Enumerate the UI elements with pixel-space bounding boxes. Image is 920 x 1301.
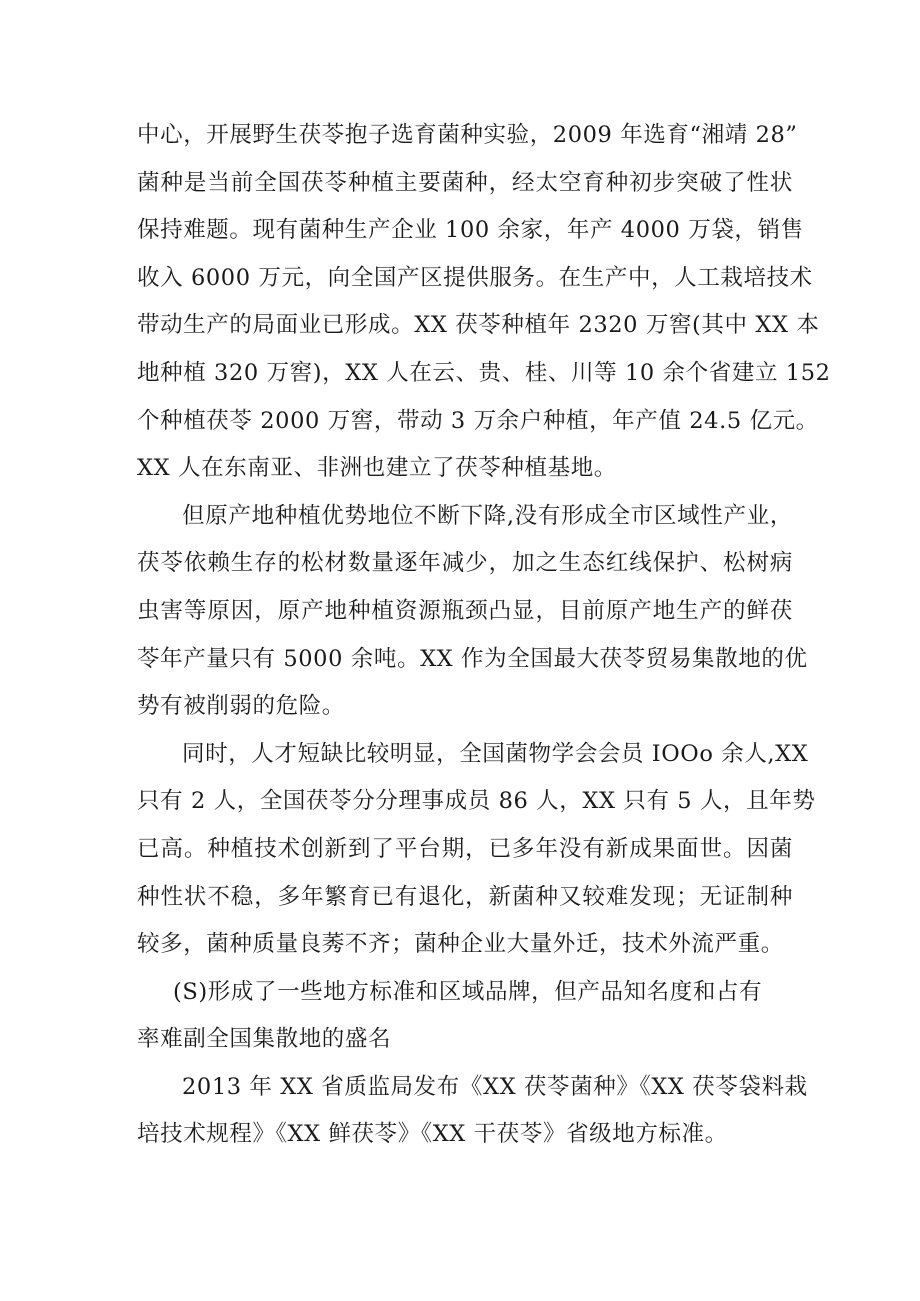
paragraph-4-line-1: 2013 年 XX 省质监局发布《XX 茯苓菌种》《XX 茯苓袋料栽	[182, 1073, 808, 1100]
paragraph-3-line-3: 已高。种植技术创新到了平台期，已多年没有新成果面世。因菌	[137, 835, 793, 862]
paragraph-1-line-1: 中心，开展野生茯苓抱子选育菌种实验，2009 年选育“湘靖 28”	[137, 122, 798, 148]
paragraph-1-line-5: 带动生产的局面业已形成。XX 茯苓种植年 2320 万窖(其中 XX 本	[137, 312, 820, 339]
paragraph-4-line-2: 培技术规程》《XX 鲜茯苓》《XX 干茯苓》省级地方标准。	[137, 1121, 728, 1148]
paragraph-3-line-4: 种性状不稳，多年繁育已有退化，新菌种又较难发现；无证制种	[137, 883, 793, 910]
paragraph-3-line-5: 较多，菌种质量良莠不齐；菌种企业大量外迁，技术外流严重。	[137, 931, 784, 958]
paragraph-1-line-7: 个种植茯苓 2000 万窖，带动 3 万余户种植，年产值 24.5 亿元。	[137, 407, 819, 434]
paragraph-1-line-2: 菌种是当前全国茯苓种植主要菌种，经太空育种初步突破了性状	[137, 169, 793, 196]
paragraph-1-line-3: 保持难题。现有菌种生产企业 100 余家，年产 4000 万袋，销售	[137, 217, 804, 244]
paragraph-1-line-8: XX 人在东南亚、非洲也建立了茯苓种植基地。	[137, 455, 617, 482]
paragraph-2-line-3: 虫害等原因，原产地种植资源瓶颈凸显，目前原产地生产的鲜茯	[137, 597, 793, 624]
paragraph-2-line-4: 苓年产量只有 5000 余吨。XX 作为全国最大茯苓贸易集散地的优	[137, 645, 808, 672]
document-body	[137, 112, 831, 1159]
paragraph-3-line-1: 同时，人才短缺比较明显，全国菌物学会会员 IOOo 余人,XX	[182, 740, 809, 767]
paragraph-2-line-2: 茯苓依赖生存的松材数量逐年减少，加之生态红线保护、松树病	[137, 550, 793, 577]
paragraph-2-line-5: 势有被削弱的危险。	[137, 693, 345, 720]
paragraph-2-line-1: 但原产地种植优势地位不断下降,没有形成全市区域性产业，	[182, 502, 793, 529]
section-heading-line-1: (S)形成了一些地方标准和区域品牌，但产品知名度和占有	[173, 978, 763, 1005]
paragraph-1-line-6: 地种植 320 万窖)，XX 人在云、贵、桂、川等 10 余个省建立 152	[137, 359, 831, 386]
paragraph-1-line-4: 收入 6000 万元，向全国产区提供服务。在生产中，人工栽培技术	[137, 264, 813, 291]
paragraph-3-line-2: 只有 2 人，全国茯苓分分理事成员 86 人，XX 只有 5 人，且年势	[137, 788, 816, 815]
section-heading-line-2: 率难副全国集散地的盛名	[137, 1026, 392, 1053]
